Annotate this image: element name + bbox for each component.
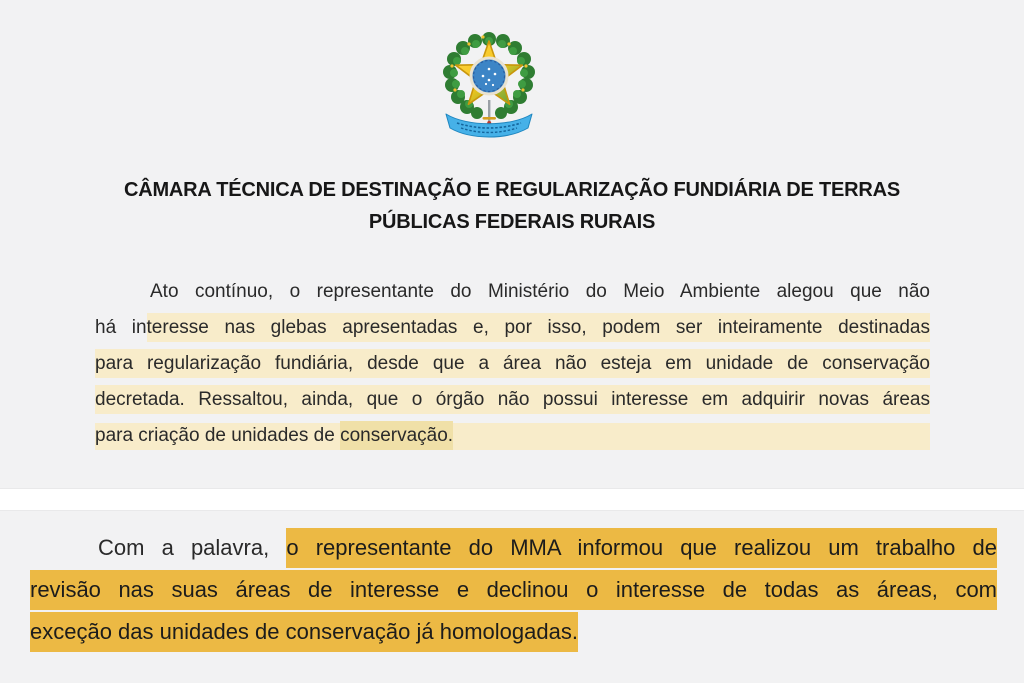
p1-l1-text: Ato contínuo, o representante do Ministério do Meio Ambiente alegou que não: [150, 281, 930, 302]
paragraph-2-line-1: [30, 527, 997, 569]
document-title: [0, 174, 1024, 238]
paragraph-1-line-5: [95, 418, 930, 454]
p1-l4-highlight: decretada. Ressaltou, ainda, que o órgão não possui interesse em adquirir novas áreas: [95, 385, 930, 414]
paragraph-2-line-2: [30, 569, 997, 611]
title-line-1: CÂMARA TÉCNICA DE DESTINAÇÃO E REGULARIZAÇÃO FUNDIÁRIA DE TERRAS: [123, 179, 901, 201]
p1-l2-highlight: teresse nas glebas apresentadas e, por isso, podem ser inteiramente destinadas: [147, 313, 930, 342]
p1-l2-plain: há in: [95, 317, 147, 338]
document-excerpt-2: [0, 511, 1024, 683]
p2-l1-highlight: o representante do MMA informou que realizou um trabalho de: [286, 528, 997, 568]
section-divider: [0, 488, 1024, 511]
p1-l5-highlight: para criação de unidades de: [95, 425, 341, 446]
paragraph-1-line-2: [95, 310, 930, 346]
p2-l3-highlight: exceção das unidades de conservação já homologadas.: [30, 612, 578, 652]
paragraph-1: [95, 274, 930, 454]
paragraph-1-line-3: [95, 346, 930, 382]
p1-l5-highlight-dark: conservação.: [340, 421, 453, 450]
paragraph-2-line-3: [30, 611, 997, 653]
brazil-coat-of-arms-icon: [439, 28, 539, 140]
paragraph-2: [0, 511, 1024, 653]
p2-l2-highlight: revisão nas suas áreas de interesse e declinou o interesse de todas as áreas, com: [30, 570, 997, 610]
emblem-container: [0, 0, 1024, 140]
p1-l3-highlight: para regularização fundiária, desde que a área não esteja em unidade de conservação: [95, 349, 930, 378]
paragraph-1-line-4: [95, 382, 930, 418]
p2-l1-plain: Com a palavra,: [98, 535, 287, 560]
paragraph-1-line-1: [95, 274, 930, 310]
title-line-2: PÚBLICAS FEDERAIS RURAIS: [368, 211, 656, 233]
